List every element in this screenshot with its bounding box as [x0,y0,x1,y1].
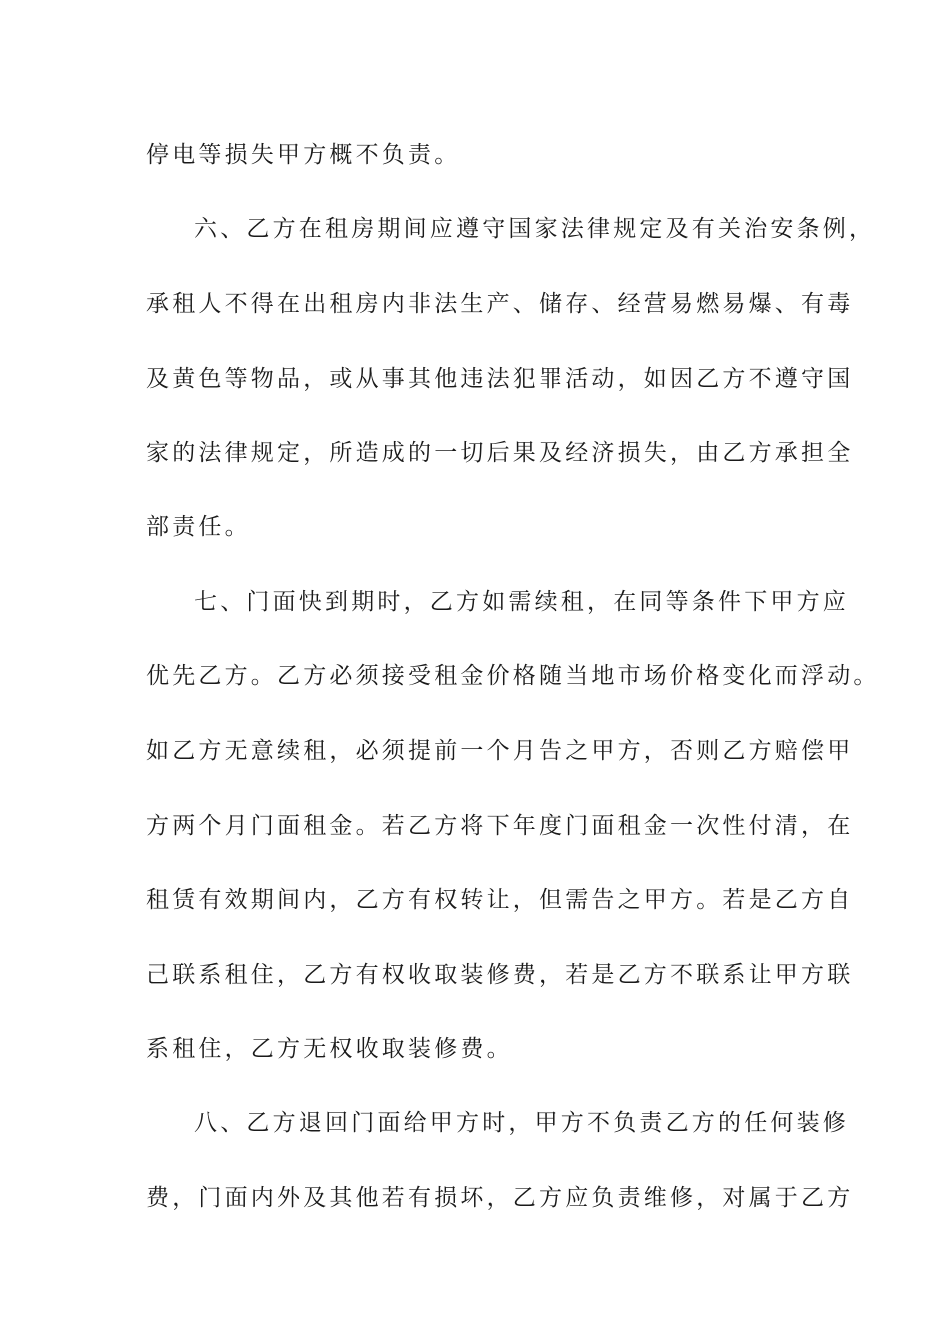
text-line: 优先乙方。乙方必须接受租金价格随当地市场价格变化而浮动。 [146,663,880,689]
text-line: 停电等损失甲方概不负责。 [146,142,461,168]
text-line: 承租人不得在出租房内非法生产、储存、经营易燃易爆、有毒 [146,291,854,317]
clause-6-first-line: 六、乙方在租房期间应遵守国家法律规定及有关治安条例， [194,216,876,242]
text-line: 租赁有效期间内，乙方有权转让，但需告之甲方。若是乙方自 [146,887,854,913]
text-line: 方两个月门面租金。若乙方将下年度门面租金一次性付清，在 [146,813,854,839]
text-line: 及黄色等物品，或从事其他违法犯罪活动，如因乙方不遵守国 [146,366,854,392]
text-line: 己联系租住，乙方有权收取装修费，若是乙方不联系让甲方联 [146,962,854,988]
text-line: 系租住，乙方无权收取装修费。 [146,1036,513,1062]
text-line: 家的法律规定，所造成的一切后果及经济损失，由乙方承担全 [146,440,854,466]
text-line: 部责任。 [146,514,251,540]
clause-8-first-line: 八、乙方退回门面给甲方时，甲方不负责乙方的任何装修 [194,1110,849,1136]
text-line: 如乙方无意续租，必须提前一个月告之甲方，否则乙方赔偿甲 [146,738,854,764]
clause-7-first-line: 七、门面快到期时，乙方如需续租，在同等条件下甲方应 [194,589,849,615]
text-line: 费，门面内外及其他若有损坏，乙方应负责维修，对属于乙方 [146,1185,854,1211]
